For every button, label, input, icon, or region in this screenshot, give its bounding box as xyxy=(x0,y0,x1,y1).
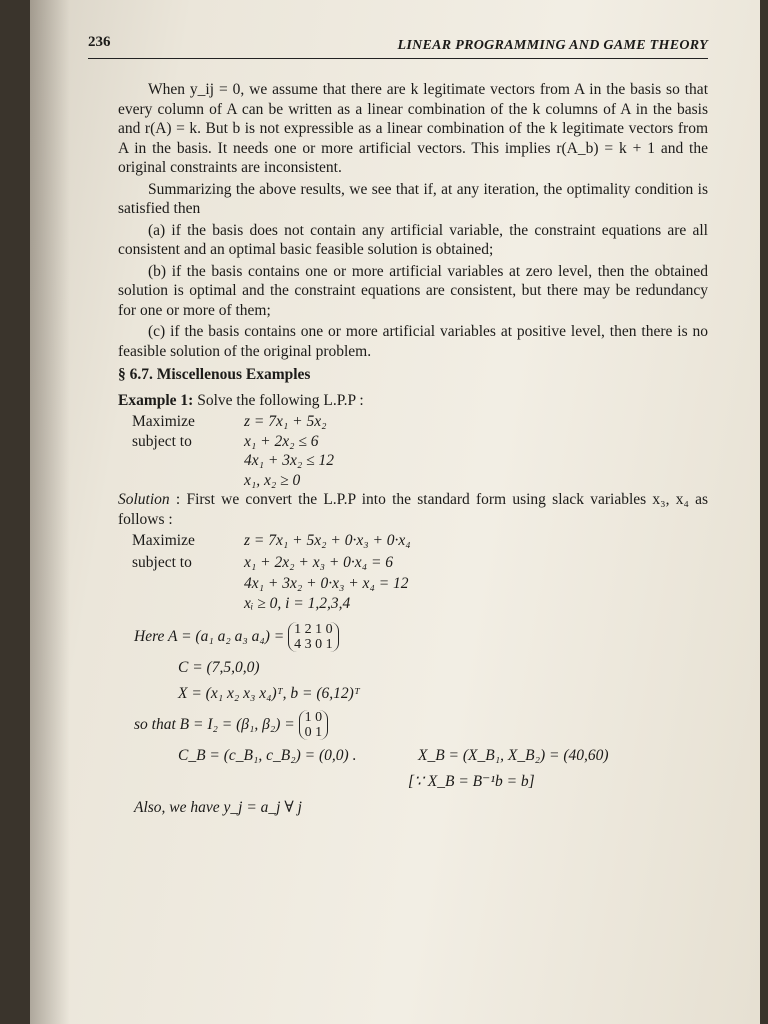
matrix-B-row-2: 0 1 xyxy=(304,725,323,741)
std-constraint-3: xᵢ ≥ 0, i = 1,2,3,4 xyxy=(244,594,351,612)
matrix-A-row-2: 4 3 0 1 xyxy=(294,637,333,653)
example-label: Example 1: xyxy=(118,391,194,409)
matrix-A-label: Here A = (a₁ a₂ a₃ a₄) = xyxy=(134,628,285,645)
section-title: § 6.7. Miscellenous Examples xyxy=(118,366,311,383)
std-maximize-label: Maximize xyxy=(132,532,195,549)
header-rule xyxy=(88,58,708,59)
objective-equation: z = 7x₁ + 5x₂ xyxy=(244,413,327,430)
standard-constraint-row-1 xyxy=(118,553,708,573)
solution-paragraph xyxy=(118,490,708,529)
constraint-2: 4x₁ + 3x₂ ≤ 12 xyxy=(244,452,335,469)
matrix-A-row-1: 1 2 1 0 xyxy=(294,622,333,638)
paragraph-1: When y_ij = 0, we assume that there are k legitimate vectors from A in the basis so that every column of A can be written as a linear combination of the k columns of A in the basis and r(A) = k. But b is not expressible as a linear combination of the k legitimate vectors from A in the basis. It needs one or more artificial vectors. This implies r(A_b) = k + 1 and the original constraints are inconsistent. xyxy=(118,81,708,176)
std-constraint-2: 4x₁ + 3x₂ + 0·x₃ + x₄ = 12 xyxy=(244,575,409,592)
XB-note-line xyxy=(118,769,708,795)
example-objective-row xyxy=(118,412,708,432)
subject-to-label: subject to xyxy=(132,432,192,450)
vector-CB: C_B = (c_B₁, c_B₂) = (0,0) . xyxy=(178,747,357,764)
page-gutter-shadow xyxy=(30,0,70,1024)
running-header xyxy=(88,34,708,56)
book-page xyxy=(30,0,760,1024)
solution-label: Solution xyxy=(118,491,170,508)
vector-C: C = (7,5,0,0) xyxy=(178,659,260,676)
vector-X-b: X = (x₁ x₂ x₃ x₄)ᵀ, b = (6,12)ᵀ xyxy=(178,685,360,702)
list-item-a: (a) if the basis does not contain any artificial variable, the constraint equations are all consistent and an optimal basic feasible solution is obtained; xyxy=(118,221,708,258)
matrix-B-label: so that B = I₂ = (β₁, β₂) = xyxy=(134,716,295,733)
matrix-A xyxy=(288,622,339,652)
maximize-label: Maximize xyxy=(132,413,195,430)
vector-XB: X_B = (X_B₁, X_B₂) = (40,60) xyxy=(418,747,609,764)
constraint-3: x₁, x₂ ≥ 0 xyxy=(244,471,301,489)
example-constraint-row-1 xyxy=(118,432,708,452)
page-number: 236 xyxy=(88,34,111,50)
CB-XB-line xyxy=(118,743,708,769)
page-body xyxy=(118,80,708,821)
list-item-c: (c) if the basis contains one or more artificial variables at positive level, then there is no feasible solution of the original problem. xyxy=(118,323,708,360)
paragraph-2: Summarizing the above results, we see that if, at any iteration, the optimality condition is satisfied then xyxy=(118,180,708,217)
example-task: Solve the following L.P.P : xyxy=(197,391,364,409)
example-heading xyxy=(118,391,708,411)
matrix-B-line xyxy=(118,707,708,743)
matrix-B-row-1: 1 0 xyxy=(304,710,323,726)
standard-objective-row xyxy=(118,531,708,551)
matrix-B xyxy=(299,710,329,740)
XB-note: [∵ X_B = B⁻¹b = b] xyxy=(408,773,535,790)
constraint-1: x₁ + 2x₂ ≤ 6 xyxy=(244,432,319,450)
running-head-title: LINEAR PROGRAMMING AND GAME THEORY xyxy=(397,38,708,53)
std-constraint-1: x₁ + 2x₂ + x₃ + 0·x₄ = 6 xyxy=(244,553,394,571)
solution-text: : First we convert the L.P.P into the standard form using slack variables x₃, x₄ as follows : xyxy=(118,491,709,528)
also-line: Also, we have y_j = a_j ∀ j xyxy=(134,799,302,816)
std-objective: z = 7x₁ + 5x₂ + 0·x₃ + 0·x₄ xyxy=(244,532,411,549)
std-subject-to-label: subject to xyxy=(132,553,192,571)
matrix-A-line xyxy=(118,619,708,655)
list-item-b: (b) if the basis contains one or more artificial variables at zero level, then the obtained solution is optimal and the constraint equations are consistent, but there may be redundancy for one or more of them; xyxy=(118,262,708,319)
